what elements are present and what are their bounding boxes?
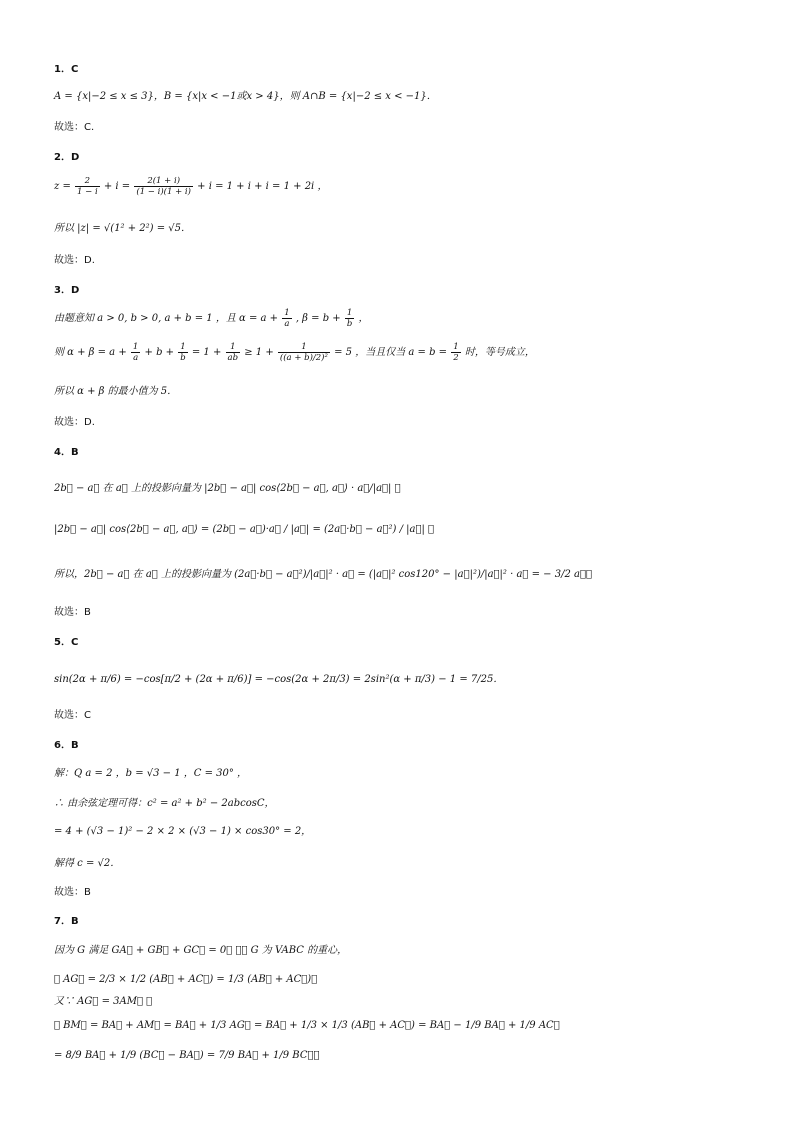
answer-3-fraction-2c — [226, 342, 241, 363]
answer-3-text-2b: + b + — [144, 347, 175, 358]
answer-3-fraction-2b — [178, 342, 187, 363]
fraction-denominator: (1 − i)(1 + i) — [136, 187, 191, 197]
answer-7-line-5: = 8/9 BA⃗ + 1/9 (BC⃗ − BA⃗) = 7/9 BA⃗ + 1/9 BC⃗． — [54, 1050, 320, 1061]
answer-3-text-a: 由题意知 a > 0, b > 0, a + b = 1 ，且 α = a + — [54, 313, 279, 324]
fraction-denominator: b — [180, 353, 186, 363]
answer-3-conclusion: 故选：D. — [54, 417, 95, 428]
fraction-denominator: a — [133, 353, 139, 363]
answer-3-heading: 3．D — [54, 285, 80, 296]
answer-3-text-2a: 则 α + β = a + — [54, 347, 127, 358]
fraction-numerator: 1 — [284, 308, 290, 318]
fraction-numerator: 2 — [75, 176, 100, 187]
fraction-numerator: 1 — [226, 342, 241, 353]
answer-4-line-3: 所以，2b⃗ − a⃗ 在 a⃗ 上的投影向量为 (2a⃗·b⃗ − a⃗²)/|a⃗|² · a⃗ = (|a⃗|² cos120° − |a⃗|²)/|a⃗|² · a⃗ = − 3/2 a⃗． — [54, 569, 592, 580]
fraction-numerator: 1 — [278, 342, 330, 353]
answer-3-text-2e: = 5 ，当且仅当 a = b = — [334, 347, 448, 358]
answer-3-fraction-1b — [345, 308, 354, 329]
answer-1-line-1: A = {x|−2 ≤ x ≤ 3}，B = {x|x < −1或x > 4}，则 A∩B = {x|−2 ≤ x < −1}． — [54, 91, 437, 102]
answer-3-text-2g: 时，等号成立， — [464, 347, 535, 358]
answer-6-heading: 6．B — [54, 740, 79, 751]
answer-7-line-4: ∴ BM⃗ = BA⃗ + AM⃗ = BA⃗ + 1/3 AG⃗ = BA⃗ + 1/3 × 1/3 (AB⃗ + AC⃗) = BA⃗ − 1/9 BA⃗ + 1/9 AC⃗ — [54, 1020, 560, 1031]
answer-3-text-b: , β = b + — [295, 313, 341, 324]
fraction-denominator: ab — [227, 353, 239, 363]
answer-3-fraction-2a — [131, 342, 140, 363]
fraction-numerator: 1 — [345, 308, 354, 319]
fraction-numerator: 2(1 + i) — [134, 176, 193, 187]
answer-2-modulus: 所以 |z| = √(1² + 2²) = √5． — [54, 223, 192, 234]
answer-5-line-1: sin(2α + π/6) = −cos[π/2 + (2α + π/6)] = −cos(2α + 2π/3) = 2sin²(α + π/3) − 1 = 7/25． — [54, 674, 504, 685]
answer-2-fraction-1 — [75, 176, 100, 197]
answer-5-conclusion: 故选：C — [54, 710, 91, 721]
fraction-denominator: a — [284, 319, 290, 329]
fraction-numerator: 1 — [453, 342, 459, 352]
answer-6-conclusion: 故选：B — [54, 887, 91, 898]
answer-7-line-2: ∴ AG⃗ = 2/3 × 1/2 (AB⃗ + AC⃗) = 1/3 (AB⃗ + AC⃗)， — [54, 974, 318, 985]
answer-4-line-1: 2b⃗ − a⃗ 在 a⃗ 上的投影向量为 |2b⃗ − a⃗| cos⟨2b⃗ − a⃗, a⃗⟩ · a⃗/|a⃗| ， — [54, 483, 401, 494]
answer-3-text-2c: = 1 + — [191, 347, 222, 358]
answer-7-line-3: 又∵ AG⃗ = 3AM⃗ ， — [54, 996, 153, 1007]
answer-2-conclusion: 故选：D. — [54, 255, 95, 266]
answer-3-text-2d: ≥ 1 + — [244, 347, 274, 358]
answer-2-end: + i = 1 + i + i = 1 + 2i ， — [197, 181, 328, 192]
answer-4-heading: 4．B — [54, 447, 79, 458]
answer-6-line-2: ∴ 由余弦定理可得：c² = a² + b² − 2abcosC， — [54, 798, 275, 809]
answer-6-line-3: = 4 + (√3 − 1)² − 2 × 2 × (√3 − 1) × cos30° = 2， — [54, 826, 312, 837]
answer-7-line-1: 因为 G 满足 GA⃗ + GB⃗ + GC⃗ = 0⃗ ，∴ G 为 VABC 的重心， — [54, 945, 348, 956]
answer-2-equation — [54, 176, 327, 197]
answer-3-text-c: ， — [358, 313, 369, 324]
fraction-denominator: 1 − i — [77, 187, 98, 197]
fraction-numerator: 1 — [178, 342, 187, 353]
answer-3-fraction-1a — [282, 308, 291, 329]
answer-1-conclusion: 故选：C. — [54, 122, 95, 133]
answer-6-line-1: 解：Q a = 2 ，b = √3 − 1 ，C = 30° ， — [54, 768, 248, 779]
answer-1-heading: 1．C — [54, 64, 79, 75]
answer-2-z: z = — [54, 181, 71, 192]
answer-3-line-2 — [54, 342, 535, 363]
fraction-denominator: b — [346, 319, 353, 329]
fraction-denominator: 2 — [453, 353, 459, 363]
fraction-denominator: ((a + b)/2)² — [279, 353, 328, 363]
answer-7-heading: 7．B — [54, 916, 79, 927]
answer-3-fraction-2d — [278, 342, 330, 363]
answer-3-line-3: 所以 α + β 的最小值为 5． — [54, 386, 178, 397]
answer-2-heading: 2．D — [54, 152, 80, 163]
answer-4-conclusion: 故选：B — [54, 607, 91, 618]
fraction-numerator: 1 — [132, 342, 139, 352]
answer-4-line-2: |2b⃗ − a⃗| cos⟨2b⃗ − a⃗, a⃗⟩ = (2b⃗ − a⃗)·a⃗ / |a⃗| = (2a⃗·b⃗ − a⃗²) / |a⃗| ， — [54, 524, 435, 535]
answer-2-mid: + i = — [103, 181, 131, 192]
answer-3-line-1 — [54, 308, 369, 329]
answer-2-fraction-2 — [134, 176, 193, 197]
answer-3-fraction-2e — [451, 342, 460, 363]
answer-6-line-4: 解得 c = √2． — [54, 858, 121, 869]
answer-5-heading: 5．C — [54, 637, 79, 648]
